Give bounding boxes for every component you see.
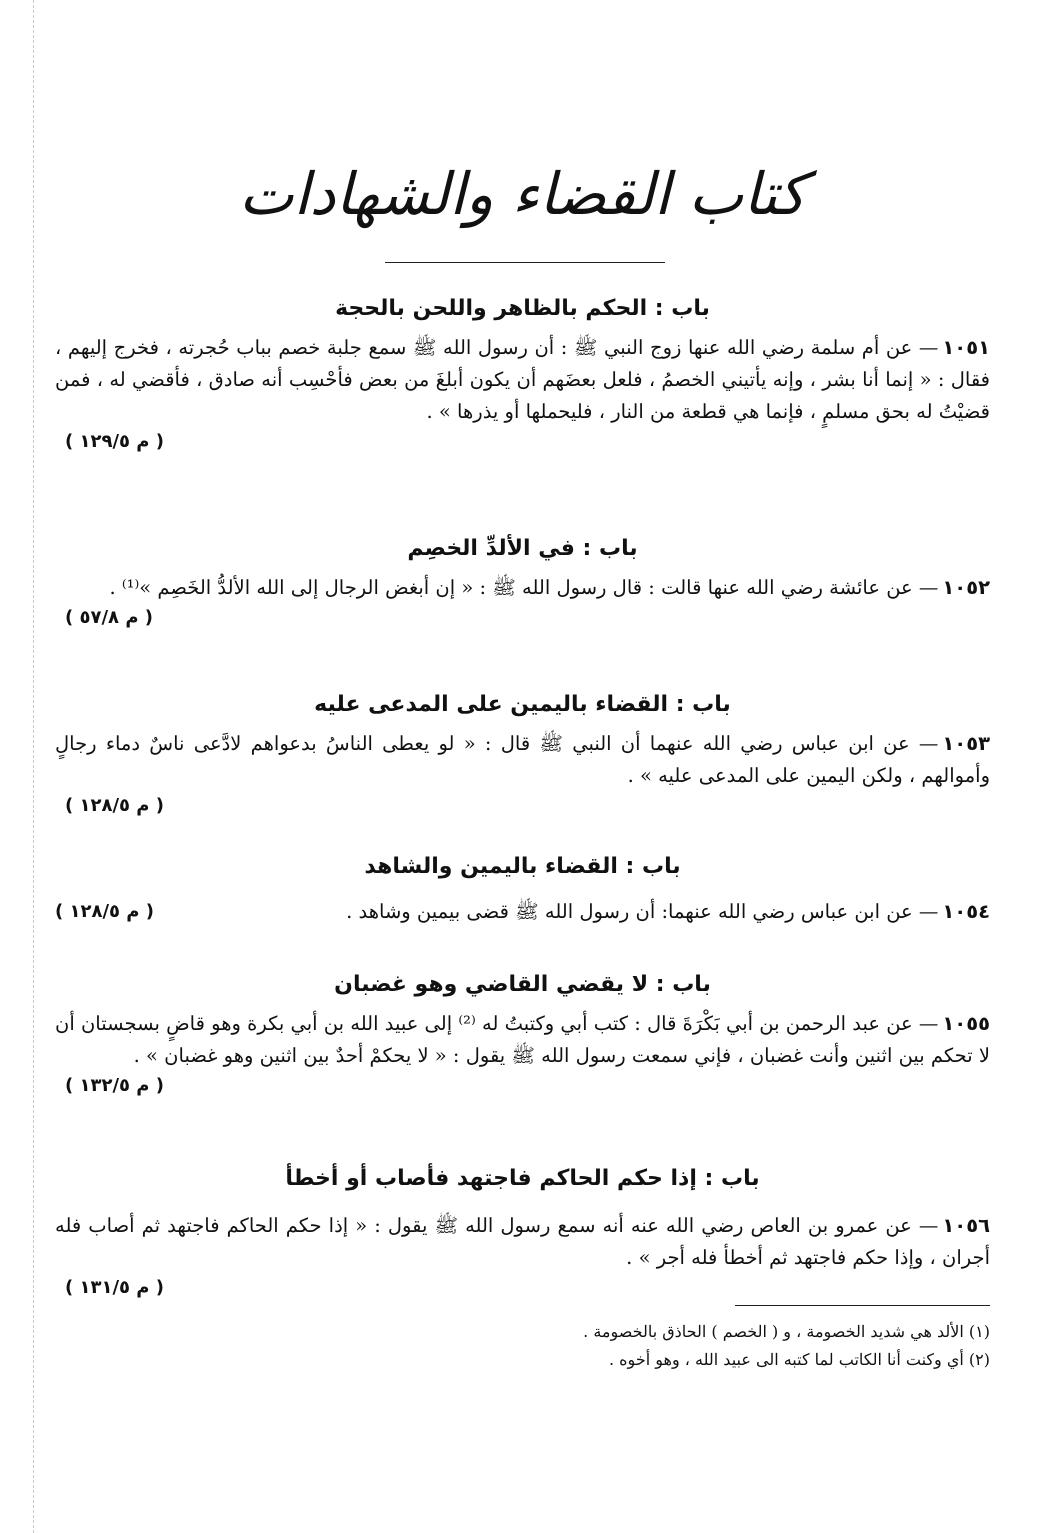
section-heading: باب : القضاء باليمين على المدعى عليه (314, 692, 731, 717)
hadith-body: — عن عائشة رضي الله عنها قالت : قال رسول الله ﷺ : « إن أبغض الرجال إلى الله الألدُّ الخَصِم »⁽¹⁾ . (109, 576, 939, 599)
title-underline (385, 262, 665, 263)
section-heading: باب : في الألدِّ الخصِم (407, 536, 638, 561)
section-1051 (55, 292, 990, 456)
section-1052 (55, 532, 990, 632)
hadith-number: ١٠٥٣ (942, 732, 990, 755)
source-reference: ( م ٥٧/٨ ) (65, 607, 153, 628)
hadith-number: ١٠٥١ (942, 336, 990, 359)
hadith-body: — عن ابن عباس رضي الله عنهما أن النبي ﷺ قال : « لو يعطى الناسُ بدعواهم لادَّعى ناسٌ دماء رجالٍ وأموالهم ، ولكن اليمين على المدعى عليه » . (55, 732, 990, 787)
book-page (55, 0, 990, 1533)
hadith-text (55, 572, 990, 604)
hadith-number: ١٠٥٢ (942, 576, 990, 599)
hadith-text (55, 1008, 990, 1072)
hadith-number: ١٠٥٥ (942, 1012, 990, 1035)
footnote-separator (735, 1305, 990, 1306)
hadith-text (55, 728, 990, 792)
section-heading: باب : الحكم بالظاهر واللحن بالحجة (335, 296, 710, 321)
hadith-number: ١٠٥٦ (942, 1214, 990, 1237)
source-reference: ( م ١٣١/٥ ) (65, 1277, 164, 1298)
footnote-2: (٢) أي وكنت أنا الكاتب لما كتبه الى عبيد الله ، وهو أخوه . (609, 1350, 990, 1369)
footnote-1: (١) الألد هي شديد الخصومة ، و ( الخصم ) الحاذق بالخصومة . (583, 1322, 990, 1341)
source-reference: ( م ١٣٢/٥ ) (65, 1075, 164, 1096)
scan-margin-line (33, 0, 34, 1533)
footnotes (355, 1318, 990, 1374)
hadith-body: — عن أم سلمة رضي الله عنها زوج النبي ﷺ : أن رسول الله ﷺ سمع جلبة خصم بباب حُجرته ، فخرج إليهم ، فقال : « إنما أنا بشر ، وإنه يأتيني الخصمُ ، فلعل بعضَهم أن يكون أبلغَ من بعض فأحْسِب أنه صادق ، فأقضي له ، فمن قضيْتُ له بحق مسلمٍ ، فإنما هي قطعة من النار ، فليحملها أو يذرها » . (55, 336, 990, 423)
section-1055 (55, 968, 990, 1100)
section-heading: باب : إذا حكم الحاكم فاجتهد فأصاب أو أخطأ (285, 1166, 760, 1191)
book-title: كتاب القضاء والشهادات (238, 160, 807, 228)
hadith-body: — عن ابن عباس رضي الله عنهما: أن رسول الله ﷺ قضى بيمين وشاهد . (346, 900, 939, 923)
section-heading: باب : لا يقضي القاضي وهو غضبان (334, 972, 711, 997)
hadith-text (55, 896, 990, 928)
hadith-number: ١٠٥٤ (942, 900, 990, 923)
hadith-body: — عن عمرو بن العاص رضي الله عنه أنه سمع رسول الله ﷺ يقول : « إذا حكم الحاكم فاجتهد ثم أصاب فله أجران ، وإذا حكم فاجتهد ثم أخطأ فله أجر » . (55, 1214, 990, 1269)
hadith-text (55, 332, 990, 428)
source-reference: ( م ١٢٨/٥ ) (55, 901, 154, 922)
section-1056 (55, 1162, 990, 1302)
hadith-text (55, 1210, 990, 1274)
section-1054 (55, 850, 990, 928)
source-reference: ( م ١٢٩/٥ ) (65, 431, 164, 452)
hadith-body: — عن عبد الرحمن بن أبي بَكْرَةَ قال : كتب أبي وكتبتُ له ⁽²⁾ إلى عبيد الله بن أبي بكرة وهو قاضٍ بسجستان أن لا تحكم بين اثنين وأنت غضبان ، فإني سمعت رسول الله ﷺ يقول : « لا يحكمْ أحدٌ بين اثنين وهو غضبان » . (55, 1012, 990, 1067)
source-reference: ( م ١٢٨/٥ ) (65, 795, 164, 816)
section-heading: باب : القضاء باليمين والشاهد (364, 854, 681, 879)
section-1053 (55, 688, 990, 820)
